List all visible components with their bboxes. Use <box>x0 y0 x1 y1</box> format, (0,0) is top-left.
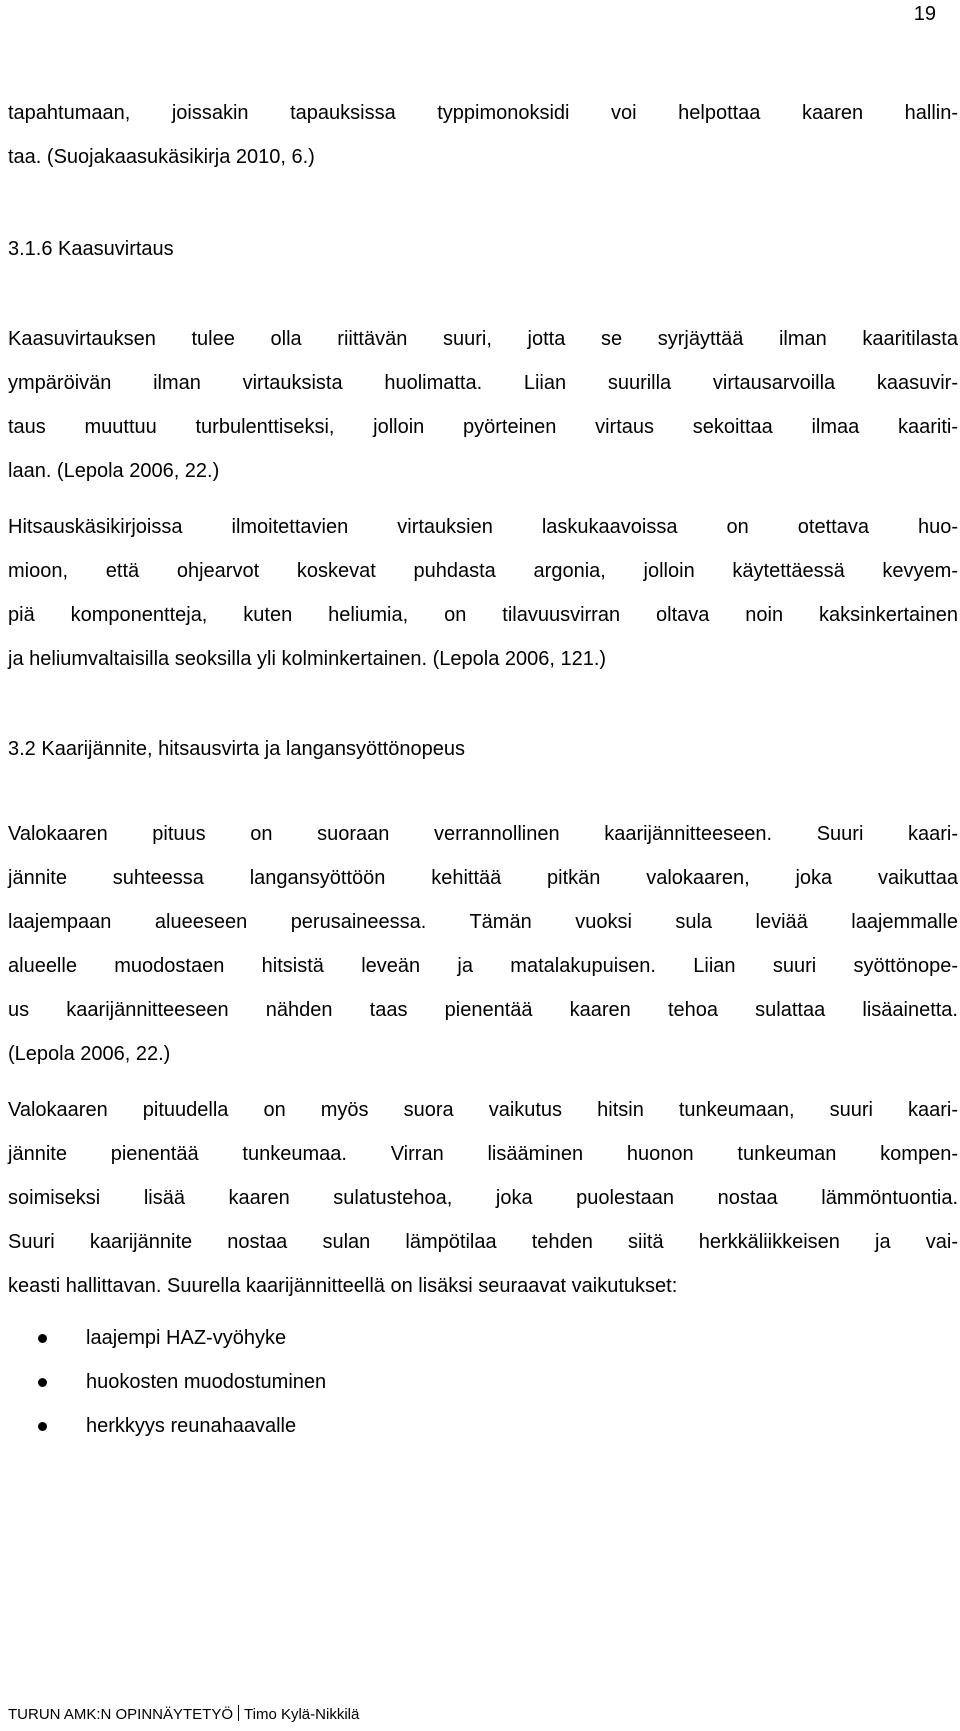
text-line: taus muuttuu turbulenttiseksi, jolloin pyörteinen virtaus sekoittaa ilmaa kaariti- <box>8 416 958 438</box>
text-line: jännite pienentää tunkeumaa. Virran lisääminen huonon tunkeuman kompen- <box>8 1143 958 1165</box>
footer-institution: TURUN AMK:N OPINNÄYTETYÖ <box>8 1706 234 1723</box>
bullet-icon <box>38 1378 47 1387</box>
bullet-icon <box>38 1422 47 1431</box>
text-line: ja heliumvaltaisilla seoksilla yli kolminkertainen. (Lepola 2006, 121.) <box>8 648 607 670</box>
page-number: 19 <box>913 3 936 25</box>
text-line: tapahtumaan, joissakin tapauksissa typpimonoksidi voi helpottaa kaaren hallin- <box>8 102 958 124</box>
bullet-icon <box>38 1334 47 1343</box>
text-line: soimiseksi lisää kaaren sulatustehoa, joka puolestaan nostaa lämmöntuontia. <box>8 1187 958 1209</box>
text-line: laan. (Lepola 2006, 22.) <box>8 460 220 482</box>
list-item-text: herkkyys reunahaavalle <box>86 1415 297 1437</box>
text-line: Hitsauskäsikirjoissa ilmoitettavien virtauksien laskukaavoissa on otettava huo- <box>8 516 958 538</box>
text-line: (Lepola 2006, 22.) <box>8 1043 171 1065</box>
section-heading: 3.1.6 Kaasuvirtaus <box>8 238 174 260</box>
page-footer <box>8 1705 359 1725</box>
text-line: alueelle muodostaen hitsistä leveän ja matalakupuisen. Liian suuri syöttönope- <box>8 955 958 977</box>
list-item-text: huokosten muodostuminen <box>86 1371 327 1393</box>
text-line: laajempaan alueeseen perusaineessa. Tämän vuoksi sula leviää laajemmalle <box>8 911 958 933</box>
footer-separator <box>238 1705 239 1721</box>
text-line: piä komponentteja, kuten heliumia, on tilavuusvirran oltava noin kaksinkertainen <box>8 604 958 626</box>
footer-author: Timo Kylä-Nikkilä <box>244 1706 360 1723</box>
text-line: jännite suhteessa langansyöttöön kehittää pitkän valokaaren, joka vaikuttaa <box>8 867 958 889</box>
text-line: keasti hallittavan. Suurella kaarijännitteellä on lisäksi seuraavat vaikutukset: <box>8 1275 678 1297</box>
section-heading: 3.2 Kaarijännite, hitsausvirta ja langansyöttönopeus <box>8 738 465 760</box>
list-item-text: laajempi HAZ-vyöhyke <box>86 1327 287 1349</box>
text-line: Valokaaren pituus on suoraan verrannollinen kaarijännitteeseen. Suuri kaari- <box>8 823 958 845</box>
text-line: Kaasuvirtauksen tulee olla riittävän suuri, jotta se syrjäyttää ilman kaaritilasta <box>8 328 958 350</box>
text-line: Suuri kaarijännite nostaa sulan lämpötilaa tehden siitä herkkäliikkeisen ja vai- <box>8 1231 958 1253</box>
text-line: taa. (Suojakaasukäsikirja 2010, 6.) <box>8 146 315 168</box>
text-line: Valokaaren pituudella on myös suora vaikutus hitsin tunkeumaan, suuri kaari- <box>8 1099 958 1121</box>
text-line: us kaarijännitteeseen nähden taas pienentää kaaren tehoa sulattaa lisäainetta. <box>8 999 958 1021</box>
text-line: ympäröivän ilman virtauksista huolimatta. Liian suurilla virtausarvoilla kaasuvir- <box>8 372 958 394</box>
text-line: mioon, että ohjearvot koskevat puhdasta argonia, jolloin käytettäessä kevyem- <box>8 560 958 582</box>
